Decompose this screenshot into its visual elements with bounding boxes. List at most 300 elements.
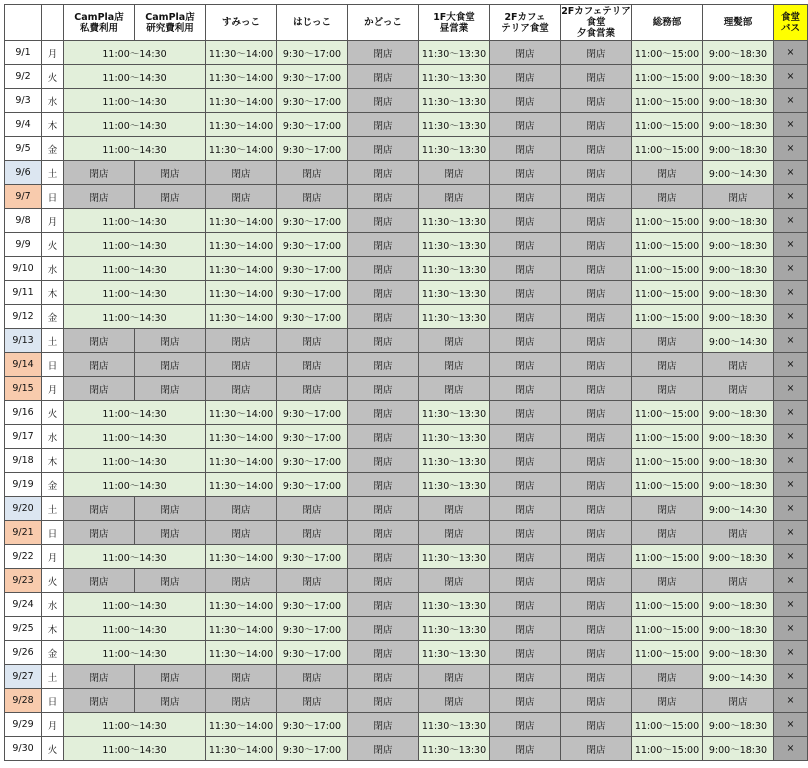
campla-private-hours-cell: 閉店 (64, 569, 135, 593)
table-body (5, 41, 808, 761)
table-row (5, 689, 808, 713)
weekday-cell: 木 (42, 281, 64, 305)
cafeteria-dinner-hours-cell: 閉店 (561, 569, 632, 593)
somubu-hours-cell: 閉店 (632, 521, 703, 545)
hajikko-hours-cell: 9:30〜17:00 (277, 713, 348, 737)
bus-cell: × (774, 641, 808, 665)
cafeteria-dinner-hours-cell: 閉店 (561, 305, 632, 329)
daishokudo-hours-cell: 11:30〜13:30 (419, 233, 490, 257)
date-cell: 9/22 (5, 545, 42, 569)
hajikko-hours-cell: 9:30〜17:00 (277, 65, 348, 89)
campla-research-hours-cell: 閉店 (135, 665, 206, 689)
kadokko-hours-cell: 閉店 (348, 449, 419, 473)
rihatsu-hours-cell: 9:00〜14:30 (703, 665, 774, 689)
sumikko-hours-cell: 11:30〜14:00 (206, 89, 277, 113)
rihatsu-hours-cell: 閉店 (703, 353, 774, 377)
cafeteria-dinner-hours-cell: 閉店 (561, 449, 632, 473)
bus-cell: × (774, 401, 808, 425)
header-row (5, 5, 808, 41)
cafeteria-dinner-hours-cell: 閉店 (561, 89, 632, 113)
somubu-hours-cell: 11:00〜15:00 (632, 233, 703, 257)
weekday-cell: 日 (42, 353, 64, 377)
table-row (5, 545, 808, 569)
cafeteria-dinner-hours-cell: 閉店 (561, 401, 632, 425)
kadokko-hours-cell: 閉店 (348, 209, 419, 233)
date-cell: 9/12 (5, 305, 42, 329)
somubu-hours-cell: 閉店 (632, 665, 703, 689)
weekday-cell: 月 (42, 41, 64, 65)
cafeteria-hours-cell: 閉店 (490, 41, 561, 65)
cafeteria-hours-cell: 閉店 (490, 425, 561, 449)
weekday-cell: 火 (42, 737, 64, 761)
daishokudo-hours-cell: 閉店 (419, 665, 490, 689)
cafeteria-dinner-hours-cell: 閉店 (561, 665, 632, 689)
daishokudo-hours-cell: 11:30〜13:30 (419, 257, 490, 281)
bus-cell: × (774, 329, 808, 353)
daishokudo-hours-cell: 11:30〜13:30 (419, 401, 490, 425)
sumikko-hours-cell: 閉店 (206, 521, 277, 545)
weekday-cell: 水 (42, 425, 64, 449)
bus-cell: × (774, 545, 808, 569)
bus-cell: × (774, 89, 808, 113)
table-row (5, 65, 808, 89)
kadokko-hours-cell: 閉店 (348, 641, 419, 665)
cafeteria-hours-cell: 閉店 (490, 209, 561, 233)
campla-hours-cell: 11:00〜14:30 (64, 113, 206, 137)
daishokudo-hours-cell: 11:30〜13:30 (419, 41, 490, 65)
daishokudo-hours-cell: 11:30〜13:30 (419, 89, 490, 113)
sumikko-hours-cell: 11:30〜14:00 (206, 41, 277, 65)
rihatsu-hours-cell: 9:00〜18:30 (703, 209, 774, 233)
weekday-cell: 火 (42, 233, 64, 257)
campla-hours-cell: 11:00〜14:30 (64, 257, 206, 281)
cafeteria-hours-cell: 閉店 (490, 329, 561, 353)
bus-cell: × (774, 377, 808, 401)
kadokko-hours-cell: 閉店 (348, 545, 419, 569)
kadokko-hours-cell: 閉店 (348, 617, 419, 641)
campla-hours-cell: 11:00〜14:30 (64, 41, 206, 65)
daishokudo-hours-cell: 11:30〜13:30 (419, 281, 490, 305)
daishokudo-hours-cell: 閉店 (419, 689, 490, 713)
campla-research-hours-cell: 閉店 (135, 161, 206, 185)
sumikko-hours-cell: 11:30〜14:00 (206, 233, 277, 257)
daishokudo-hours-cell: 閉店 (419, 569, 490, 593)
rihatsu-hours-cell: 9:00〜18:30 (703, 89, 774, 113)
date-cell: 9/14 (5, 353, 42, 377)
table-row (5, 209, 808, 233)
kadokko-hours-cell: 閉店 (348, 233, 419, 257)
sumikko-hours-cell: 11:30〜14:00 (206, 401, 277, 425)
hajikko-hours-cell: 9:30〜17:00 (277, 281, 348, 305)
date-cell: 9/8 (5, 209, 42, 233)
hajikko-hours-cell: 9:30〜17:00 (277, 473, 348, 497)
kadokko-hours-cell: 閉店 (348, 737, 419, 761)
weekday-cell: 月 (42, 713, 64, 737)
sumikko-hours-cell: 11:30〜14:00 (206, 737, 277, 761)
hajikko-hours-cell: 閉店 (277, 521, 348, 545)
rihatsu-hours-cell: 9:00〜18:30 (703, 65, 774, 89)
weekday-cell: 火 (42, 569, 64, 593)
cafeteria-hours-cell: 閉店 (490, 689, 561, 713)
cafeteria-dinner-hours-cell: 閉店 (561, 257, 632, 281)
hajikko-hours-cell: 9:30〜17:00 (277, 425, 348, 449)
hajikko-hours-cell: 9:30〜17:00 (277, 41, 348, 65)
somubu-hours-cell: 閉店 (632, 377, 703, 401)
hajikko-hours-cell: 閉店 (277, 329, 348, 353)
date-cell: 9/9 (5, 233, 42, 257)
cafeteria-hours-cell: 閉店 (490, 473, 561, 497)
hajikko-hours-cell: 閉店 (277, 569, 348, 593)
somubu-hours-cell: 11:00〜15:00 (632, 65, 703, 89)
cafeteria-hours-cell: 閉店 (490, 449, 561, 473)
cafeteria-dinner-header: 2Fカフェテリア 食堂 夕食営業 (561, 6, 631, 39)
kadokko-hours-cell: 閉店 (348, 377, 419, 401)
date-cell: 9/17 (5, 425, 42, 449)
hajikko-hours-cell: 閉店 (277, 377, 348, 401)
cafeteria-dinner-hours-cell: 閉店 (561, 377, 632, 401)
campla-research-hours-cell: 閉店 (135, 353, 206, 377)
cafeteria-hours-cell: 閉店 (490, 593, 561, 617)
daishokudo-hours-cell: 閉店 (419, 521, 490, 545)
weekday-cell: 火 (42, 65, 64, 89)
date-cell: 9/1 (5, 41, 42, 65)
campla-research-hours-cell: 閉店 (135, 329, 206, 353)
table-row (5, 305, 808, 329)
table-row (5, 425, 808, 449)
campla-hours-cell: 11:00〜14:30 (64, 737, 206, 761)
cafeteria-dinner-hours-cell: 閉店 (561, 425, 632, 449)
table-row (5, 233, 808, 257)
table-row (5, 113, 808, 137)
sumikko-hours-cell: 11:30〜14:00 (206, 473, 277, 497)
bus-cell: × (774, 305, 808, 329)
table-row (5, 401, 808, 425)
somubu-hours-cell: 11:00〜15:00 (632, 89, 703, 113)
campla-private-hours-cell: 閉店 (64, 689, 135, 713)
weekday-cell: 月 (42, 377, 64, 401)
cafeteria-dinner-hours-cell: 閉店 (561, 65, 632, 89)
date-cell: 9/24 (5, 593, 42, 617)
somubu-hours-cell: 11:00〜15:00 (632, 641, 703, 665)
table-row (5, 713, 808, 737)
bus-cell: × (774, 449, 808, 473)
campla-private-hours-cell: 閉店 (64, 185, 135, 209)
hajikko-hours-cell: 閉店 (277, 353, 348, 377)
weekday-cell: 金 (42, 641, 64, 665)
somubu-hours-cell: 閉店 (632, 353, 703, 377)
sumikko-hours-cell: 閉店 (206, 377, 277, 401)
cafeteria-dinner-hours-cell: 閉店 (561, 617, 632, 641)
daishokudo-header: 1F大食堂 昼営業 (419, 5, 490, 41)
rihatsu-hours-cell: 閉店 (703, 689, 774, 713)
hajikko-hours-cell: 閉店 (277, 689, 348, 713)
cafeteria-hours-cell: 閉店 (490, 641, 561, 665)
kadokko-hours-cell: 閉店 (348, 137, 419, 161)
daishokudo-hours-cell: 閉店 (419, 497, 490, 521)
somubu-hours-cell: 11:00〜15:00 (632, 593, 703, 617)
date-cell: 9/21 (5, 521, 42, 545)
bus-cell: × (774, 281, 808, 305)
bus-cell: × (774, 473, 808, 497)
hajikko-hours-cell: 9:30〜17:00 (277, 209, 348, 233)
table-row (5, 353, 808, 377)
sumikko-hours-cell: 11:30〜14:00 (206, 617, 277, 641)
date-cell: 9/16 (5, 401, 42, 425)
cafeteria-hours-cell: 閉店 (490, 737, 561, 761)
daishokudo-hours-cell: 11:30〜13:30 (419, 137, 490, 161)
cafeteria-hours-cell: 閉店 (490, 161, 561, 185)
campla-hours-cell: 11:00〜14:30 (64, 137, 206, 161)
sumikko-hours-cell: 11:30〜14:00 (206, 65, 277, 89)
sumikko-hours-cell: 閉店 (206, 689, 277, 713)
hajikko-hours-cell: 閉店 (277, 665, 348, 689)
cafeteria-hours-cell: 閉店 (490, 521, 561, 545)
hajikko-hours-cell: 9:30〜17:00 (277, 257, 348, 281)
campla-research-hours-cell: 閉店 (135, 521, 206, 545)
campla-hours-cell: 11:00〜14:30 (64, 641, 206, 665)
cafeteria-hours-cell: 閉店 (490, 113, 561, 137)
daishokudo-hours-cell: 閉店 (419, 353, 490, 377)
somubu-hours-cell: 閉店 (632, 689, 703, 713)
cafeteria-hours-cell: 閉店 (490, 89, 561, 113)
daishokudo-hours-cell: 11:30〜13:30 (419, 641, 490, 665)
date-cell: 9/20 (5, 497, 42, 521)
somubu-header: 総務部 (632, 5, 703, 41)
kadokko-hours-cell: 閉店 (348, 281, 419, 305)
table-row (5, 521, 808, 545)
campla-hours-cell: 11:00〜14:30 (64, 473, 206, 497)
date-cell: 9/27 (5, 665, 42, 689)
cafeteria-hours-cell: 閉店 (490, 617, 561, 641)
table-row (5, 497, 808, 521)
cafeteria-dinner-hours-cell: 閉店 (561, 281, 632, 305)
hajikko-hours-cell: 9:30〜17:00 (277, 593, 348, 617)
cafeteria-hours-cell: 閉店 (490, 281, 561, 305)
date-cell: 9/2 (5, 65, 42, 89)
daishokudo-hours-cell: 11:30〜13:30 (419, 737, 490, 761)
campla-private-hours-cell: 閉店 (64, 521, 135, 545)
bus-header: 食堂 バス (774, 5, 808, 41)
daishokudo-hours-cell: 閉店 (419, 161, 490, 185)
bus-cell: × (774, 113, 808, 137)
hajikko-hours-cell: 9:30〜17:00 (277, 617, 348, 641)
rihatsu-header: 理髪部 (703, 5, 774, 41)
bus-cell: × (774, 521, 808, 545)
cafeteria-dinner-hours-cell: 閉店 (561, 161, 632, 185)
sumikko-hours-cell: 11:30〜14:00 (206, 593, 277, 617)
kadokko-hours-cell: 閉店 (348, 521, 419, 545)
cafeteria-header: 2Fカフェ テリア食堂 (490, 5, 561, 41)
bus-cell: × (774, 569, 808, 593)
kadokko-hours-cell: 閉店 (348, 569, 419, 593)
bus-cell: × (774, 713, 808, 737)
campla-private-hours-cell: 閉店 (64, 665, 135, 689)
sumikko-hours-cell: 閉店 (206, 497, 277, 521)
kadokko-hours-cell: 閉店 (348, 497, 419, 521)
cafeteria-dinner-hours-cell: 閉店 (561, 41, 632, 65)
cafeteria-hours-cell: 閉店 (490, 665, 561, 689)
hajikko-hours-cell: 9:30〜17:00 (277, 89, 348, 113)
somubu-hours-cell: 11:00〜15:00 (632, 713, 703, 737)
cafeteria-hours-cell: 閉店 (490, 377, 561, 401)
bus-cell: × (774, 737, 808, 761)
table-row (5, 569, 808, 593)
cafeteria-dinner-hours-cell: 閉店 (561, 233, 632, 257)
date-cell: 9/30 (5, 737, 42, 761)
kadokko-hours-cell: 閉店 (348, 185, 419, 209)
hajikko-header: はじっこ (277, 5, 348, 41)
bus-cell: × (774, 689, 808, 713)
table-row (5, 89, 808, 113)
campla-hours-cell: 11:00〜14:30 (64, 425, 206, 449)
cafeteria-dinner-hours-cell: 閉店 (561, 545, 632, 569)
rihatsu-hours-cell: 9:00〜18:30 (703, 305, 774, 329)
campla-research-hours-cell: 閉店 (135, 689, 206, 713)
rihatsu-hours-cell: 閉店 (703, 569, 774, 593)
kadokko-hours-cell: 閉店 (348, 713, 419, 737)
date-cell: 9/15 (5, 377, 42, 401)
date-cell: 9/13 (5, 329, 42, 353)
somubu-hours-cell: 閉店 (632, 161, 703, 185)
date-cell: 9/28 (5, 689, 42, 713)
campla-hours-cell: 11:00〜14:30 (64, 545, 206, 569)
date-cell: 9/26 (5, 641, 42, 665)
cafeteria-hours-cell: 閉店 (490, 713, 561, 737)
campla-hours-cell: 11:00〜14:30 (64, 65, 206, 89)
bus-cell: × (774, 257, 808, 281)
bus-cell: × (774, 665, 808, 689)
kadokko-hours-cell: 閉店 (348, 41, 419, 65)
bus-cell: × (774, 161, 808, 185)
bus-cell: × (774, 617, 808, 641)
kadokko-hours-cell: 閉店 (348, 401, 419, 425)
kadokko-hours-cell: 閉店 (348, 65, 419, 89)
hajikko-hours-cell: 9:30〜17:00 (277, 449, 348, 473)
daishokudo-hours-cell: 11:30〜13:30 (419, 425, 490, 449)
kadokko-hours-cell: 閉店 (348, 161, 419, 185)
daishokudo-hours-cell: 11:30〜13:30 (419, 617, 490, 641)
hajikko-hours-cell: 9:30〜17:00 (277, 737, 348, 761)
cafeteria-hours-cell: 閉店 (490, 353, 561, 377)
daishokudo-hours-cell: 11:30〜13:30 (419, 713, 490, 737)
somubu-hours-cell: 閉店 (632, 185, 703, 209)
hajikko-hours-cell: 9:30〜17:00 (277, 305, 348, 329)
table-row (5, 161, 808, 185)
cafeteria-hours-cell: 閉店 (490, 137, 561, 161)
campla-hours-cell: 11:00〜14:30 (64, 617, 206, 641)
date-cell: 9/23 (5, 569, 42, 593)
daishokudo-hours-cell: 閉店 (419, 377, 490, 401)
cafeteria-hours-cell: 閉店 (490, 305, 561, 329)
daishokudo-hours-cell: 11:30〜13:30 (419, 473, 490, 497)
weekday-cell: 金 (42, 305, 64, 329)
rihatsu-hours-cell: 閉店 (703, 521, 774, 545)
hajikko-hours-cell: 9:30〜17:00 (277, 233, 348, 257)
cafeteria-dinner-hours-cell: 閉店 (561, 497, 632, 521)
weekday-cell: 土 (42, 161, 64, 185)
kadokko-hours-cell: 閉店 (348, 257, 419, 281)
cafeteria-dinner-hours-cell: 閉店 (561, 713, 632, 737)
rihatsu-hours-cell: 9:00〜18:30 (703, 449, 774, 473)
bus-cell: × (774, 353, 808, 377)
rihatsu-hours-cell: 9:00〜18:30 (703, 641, 774, 665)
weekday-cell: 木 (42, 449, 64, 473)
date-cell: 9/11 (5, 281, 42, 305)
date-cell: 9/25 (5, 617, 42, 641)
rihatsu-hours-cell: 9:00〜18:30 (703, 425, 774, 449)
campla-research-hours-cell: 閉店 (135, 569, 206, 593)
daishokudo-hours-cell: 11:30〜13:30 (419, 209, 490, 233)
kadokko-header: かどっこ (348, 5, 419, 41)
campla-hours-cell: 11:00〜14:30 (64, 281, 206, 305)
rihatsu-hours-cell: 9:00〜18:30 (703, 737, 774, 761)
daishokudo-hours-cell: 閉店 (419, 185, 490, 209)
hajikko-hours-cell: 9:30〜17:00 (277, 641, 348, 665)
somubu-hours-cell: 11:00〜15:00 (632, 281, 703, 305)
sumikko-hours-cell: 11:30〜14:00 (206, 713, 277, 737)
rihatsu-hours-cell: 9:00〜18:30 (703, 473, 774, 497)
campla-hours-cell: 11:00〜14:30 (64, 449, 206, 473)
daishokudo-hours-cell: 11:30〜13:30 (419, 593, 490, 617)
somubu-hours-cell: 11:00〜15:00 (632, 737, 703, 761)
cafeteria-hours-cell: 閉店 (490, 401, 561, 425)
cafeteria-dinner-hours-cell: 閉店 (561, 689, 632, 713)
rihatsu-hours-cell: 9:00〜18:30 (703, 593, 774, 617)
cafeteria-hours-cell: 閉店 (490, 185, 561, 209)
campla-hours-cell: 11:00〜14:30 (64, 713, 206, 737)
kadokko-hours-cell: 閉店 (348, 305, 419, 329)
cafeteria-dinner-hours-cell: 閉店 (561, 521, 632, 545)
sumikko-hours-cell: 閉店 (206, 665, 277, 689)
date-cell: 9/18 (5, 449, 42, 473)
weekday-cell: 木 (42, 617, 64, 641)
kadokko-hours-cell: 閉店 (348, 593, 419, 617)
hajikko-hours-cell: 9:30〜17:00 (277, 137, 348, 161)
hajikko-hours-cell: 閉店 (277, 161, 348, 185)
table-row (5, 593, 808, 617)
date-cell: 9/4 (5, 113, 42, 137)
sumikko-hours-cell: 閉店 (206, 161, 277, 185)
kadokko-hours-cell: 閉店 (348, 473, 419, 497)
table-row (5, 641, 808, 665)
date-cell: 9/3 (5, 89, 42, 113)
cafeteria-dinner-hours-cell: 閉店 (561, 209, 632, 233)
weekday-cell: 水 (42, 257, 64, 281)
weekday-cell: 水 (42, 89, 64, 113)
hajikko-hours-cell: 9:30〜17:00 (277, 545, 348, 569)
rihatsu-hours-cell: 9:00〜14:30 (703, 161, 774, 185)
weekday-cell: 土 (42, 329, 64, 353)
table-row (5, 617, 808, 641)
table-header (5, 5, 808, 41)
rihatsu-hours-cell: 9:00〜18:30 (703, 137, 774, 161)
date-cell: 9/19 (5, 473, 42, 497)
bus-cell: × (774, 41, 808, 65)
cafeteria-hours-cell: 閉店 (490, 257, 561, 281)
campla-research-hours-cell: 閉店 (135, 377, 206, 401)
daishokudo-hours-cell: 11:30〜13:30 (419, 113, 490, 137)
somubu-hours-cell: 11:00〜15:00 (632, 209, 703, 233)
campla-hours-cell: 11:00〜14:30 (64, 233, 206, 257)
kadokko-hours-cell: 閉店 (348, 89, 419, 113)
rihatsu-hours-cell: 9:00〜18:30 (703, 233, 774, 257)
daishokudo-hours-cell: 閉店 (419, 329, 490, 353)
table-row (5, 737, 808, 761)
weekday-cell: 金 (42, 473, 64, 497)
somubu-hours-cell: 11:00〜15:00 (632, 257, 703, 281)
sumikko-hours-cell: 11:30〜14:00 (206, 257, 277, 281)
somubu-hours-cell: 閉店 (632, 569, 703, 593)
